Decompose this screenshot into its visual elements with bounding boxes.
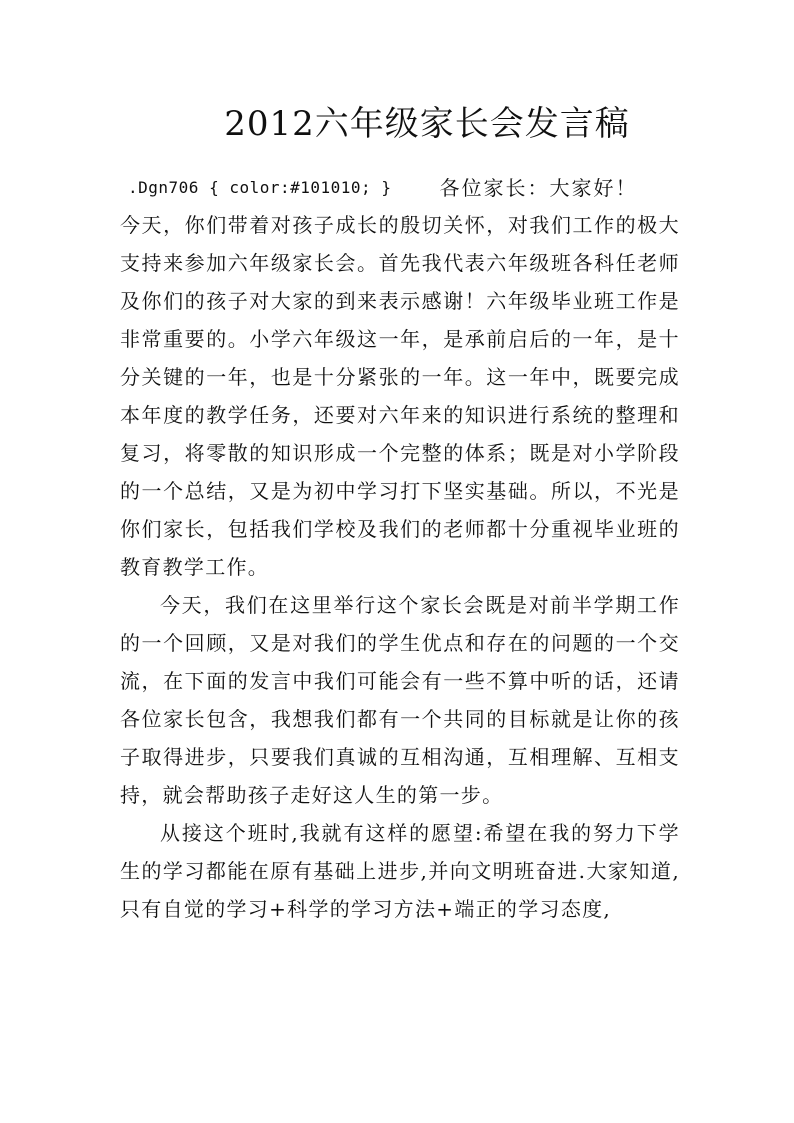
paragraph-review: 今天，我们在这里举行这个家长会既是对前半学期工作的一个回顾，又是对我们的学生优点和存在的问题的一个交流，在下面的发言中我们可能会有一些不算中听的话，还请各位家长包含，我想我们都有一个共同的目标就是让你的孩子取得进步，只要我们真诚的互相沟通，互相理解、互相支持，就会帮助孩子走好这人生的第一步。 — [120, 593, 680, 807]
paragraph-intro: 今天，你们带着对孩子成长的殷切关怀，对我们工作的极大支持来参加六年级家长会。首先我代表六年级班各科任老师及你们的孩子对大家的到来表示感谢！六年级毕业班工作是非常重要的。小学六年级这一年，是承前启后的一年，是十分关键的一年，也是十分紧张的一年。这一年中，既要完成本年度的教学任务，还要对六年来的知识进行系统的整理和复习，将零散的知识形成一个完整的体系；既是对小学阶段的一个总结，又是为初中学习打下坚实基础。所以，不光是你们家长，包括我们学校及我们的老师都十分重视毕业班的教育教学工作。 — [120, 213, 680, 579]
greeting-text: 各位家长：大家好！ — [439, 176, 638, 200]
css-leak-text: .Dgn706 { color:#101010; } — [128, 178, 392, 197]
paragraph-wish: 从接这个班时,我就有这样的愿望:希望在我的努力下学生的学习都能在原有基础上进步,并向文明班奋进.大家知道,只有自觉的学习+科学的学习方法+端正的学习态度, — [120, 821, 680, 921]
document-title: 2012六年级家长会发言稿 — [224, 104, 630, 144]
opening-line — [120, 168, 680, 208]
document-body — [120, 168, 680, 928]
